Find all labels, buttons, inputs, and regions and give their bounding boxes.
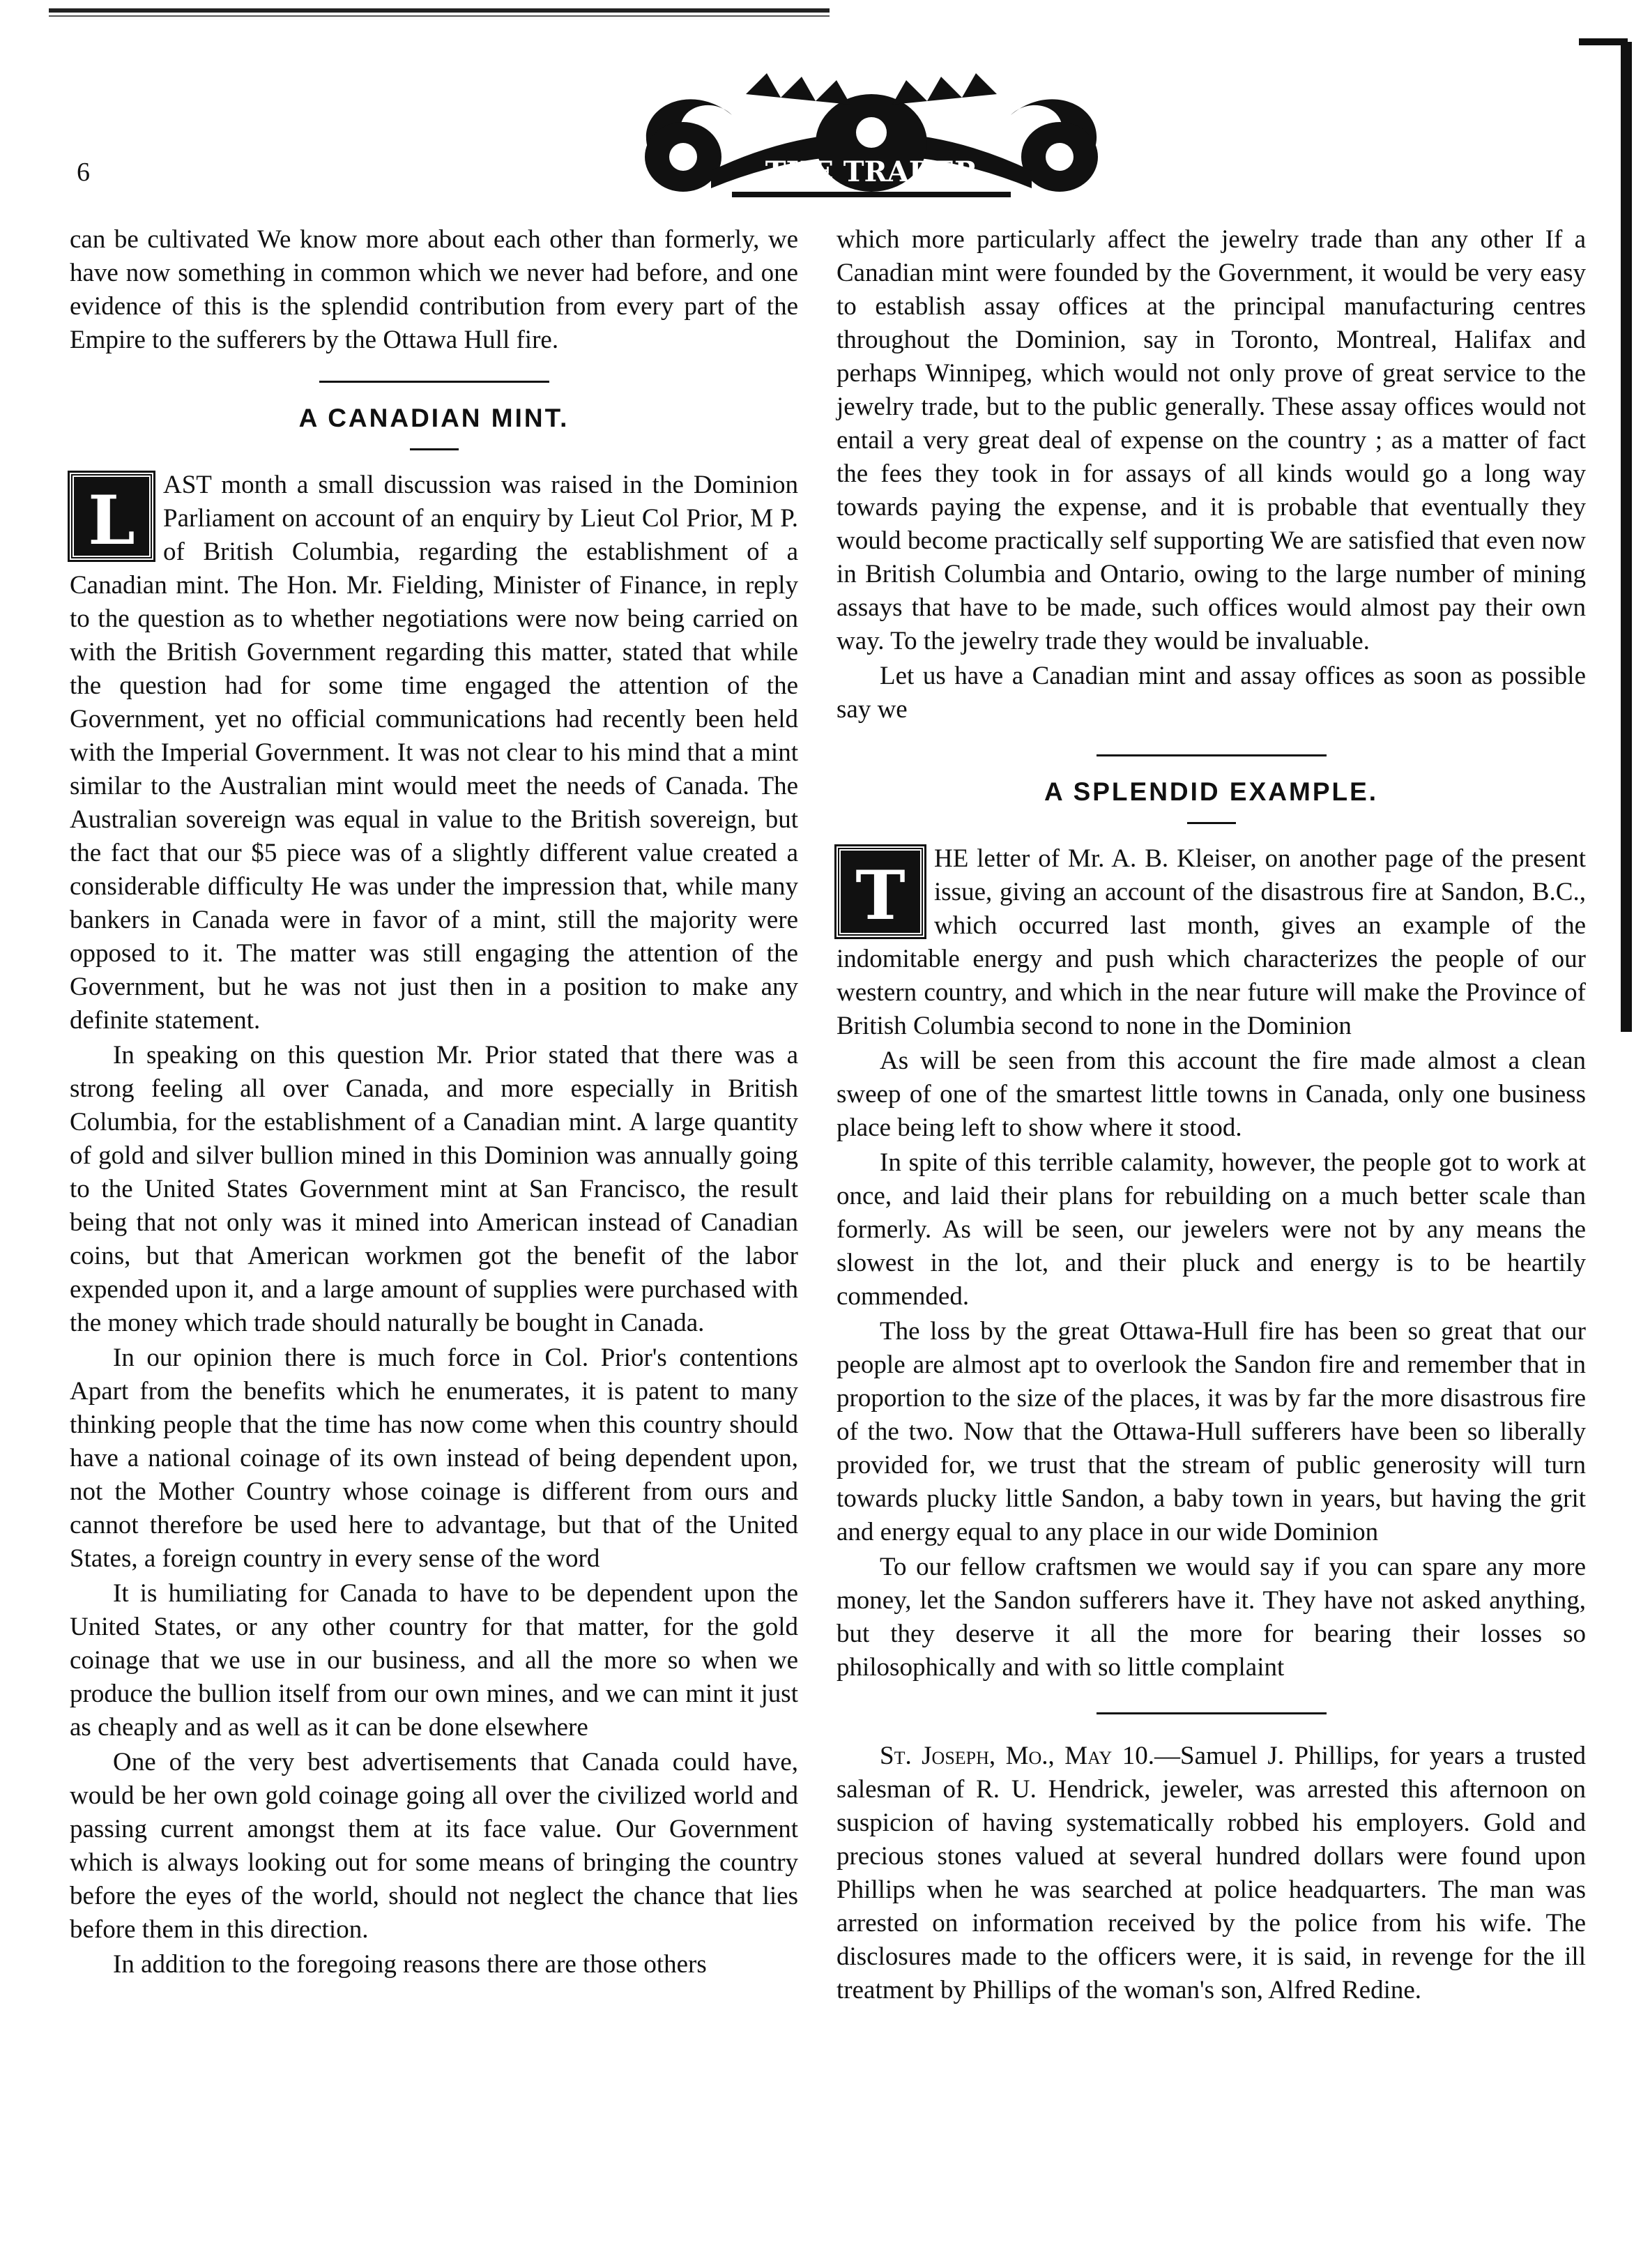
masthead-ornament	[606, 66, 1136, 206]
intro-paragraph: can be cultivated We know more about each other than formerly, we have now something in common which we never had before, and one evidence of this is the splendid contribution from every part of the Empire to the sufferers by the Ottawa Hull fire.	[70, 225, 798, 354]
top-border-rule-thin	[49, 15, 830, 17]
mint-closing: Let us have a Canadian mint and assay offices as soon as possible say we	[837, 662, 1586, 724]
mint-paragraph-1: AST month a small discussion was raised in the Dominion Parliament on account of an enquiry by Lieut Col Prior, M P. of British Columbia, regarding the establishment of a Canadian mint. The Hon. Mr. Fielding, Minister of Finance, in reply to the question as to whether negotiations were now being carried on with the British Government regarding this matter, stated that while the question had for some time engaged the attention of the Government, yet no official communications had recently been held with the Imperial Government. It was not clear to his mind that a mint similar to the Australian mint would meet the needs of Canada. The Australian sovereign was equal in value to the British sovereign, but the fact that our $5 piece was of a slightly different value created a considerable difficulty He was under the impression that, while many bankers in Canada were in favor of a mint, still the majority were opposed to it. The matter was still engaging the attention of the Government, but he was not just then in a position to make any definite statement.	[70, 471, 798, 1035]
example-paragraph-2: As will be seen from this account the fire made almost a clean sweep of one of the smartest little towns in Canada, only one business place being left to show where it stood.	[837, 1047, 1586, 1142]
mint-continuation: which more particularly affect the jewelry trade than any other If a Canadian mint were founded by the Government, it would be very easy to establish assay offices at the principal manufacturing centres throughout the Dominion, say in Toronto, Montreal, Halifax and perhaps Winnipeg, which would not only prove of great service to the jewelry trade, but to the public generally. These assay offices would not entail a very great deal of expense on the country ; as a matter of fact the fees they took in for assays of all kinds would go a long way towards paying the expense, and it is probable that eventually they would become practically self supporting We are satisfied that even now in British Columbia and Ontario, owing to the large number of mining assays that have to be made, such offices would almost pay their own way. To the jewelry trade they would be invaluable.	[837, 225, 1586, 655]
right-column	[837, 223, 1586, 2007]
section-title-canadian-mint: A CANADIAN MINT.	[298, 404, 570, 432]
mint-paragraph-4: It is humiliating for Canada to have to be dependent upon the United States, or any other country for that matter, for the gold coinage that we use in our business, and all the more so when we produce the bullion itself from our own mines, and we can mint it just as cheaply and as well as it can be done elsewhere	[70, 1579, 798, 1742]
top-border-rule	[49, 8, 830, 13]
page-number: 6	[77, 158, 90, 187]
section-title-splendid-example: A SPLENDID EXAMPLE.	[1044, 777, 1379, 806]
example-paragraph-5: To our fellow craftsmen we would say if you can spare any more money, let the Sandon sufferers have it. They have not asked anything, but they deserve it all the more for bearing their losses so philosophically and with so little complaint	[837, 1553, 1586, 1682]
masthead-title: THE TRADER	[765, 155, 978, 188]
left-column	[70, 223, 798, 1981]
example-paragraph-4: The loss by the great Ottawa-Hull fire has been so great that our people are almost apt to overlook the Sandon fire and remember that in proportion to the size of the places, it was by far the more disastrous fire of the two. Now that the Ottawa-Hull sufferers have been so liberally provided for, we trust that the stream of public generosity will turn towards plucky little Sandon, a baby town in years, but having the grit and energy equal to any place in our wide Dominion	[837, 1317, 1586, 1546]
dropcap-t: T	[837, 846, 924, 937]
news-dateline: St. Joseph, Mo., May 10.	[880, 1742, 1154, 1770]
mint-paragraph-2: In speaking on this question Mr. Prior stated that there was a strong feeling all over Canada, and more especially in British Columbia, for the establishment of a Canadian mint. A large quantity of gold and silver bullion mined in this Dominion was annually going to the United States Government mint at San Francisco, the result being that not only was it mined into American instead of Canadian coins, but that American workmen got the benefit of the labor expended upon it, and a large amount of supplies were purchased with the money which trade should naturally be bought in Canada.	[70, 1041, 798, 1337]
example-paragraph-1: HE letter of Mr. A. B. Kleiser, on another page of the present issue, giving an account of the disastrous fire at Sandon, B.C., which occurred last month, gives an example of the indomitable energy and push which characterizes the people of our western country, and which in the near future will make the Province of British Columbia second to none in the Dominion	[837, 844, 1586, 1040]
mint-paragraph-3: In our opinion there is much force in Col. Prior's contentions Apart from the benefits which he enumerates, it is patent to many thinking people that the time has now come when this country should have a national coinage of its own instead of being dependent upon, not the Mother Country whose coinage is different from ours and cannot therefore be used here to advantage, but that of the United States, a foreign country in every sense of the word	[70, 1344, 798, 1573]
dropcap-l: L	[70, 473, 153, 560]
mint-paragraph-5: One of the very best advertisements that Canada could have, would be her own gold coinage going all over the civilized world and passing current amongst them at its face value. Our Government which is always looking out for some means of bringing the country before the eyes of the world, should not neglect the chance that lies before them in this direction.	[70, 1748, 798, 1944]
news-text: —Samuel J. Phillips, for years a trusted salesman of R. U. Hendrick, jeweler, was arrested this afternoon on suspicion of having systematically robbed his employers. Gold and precious stones valued at several hundred dollars were found upon Phillips when he was searched at police headquarters. The man was arrested on information received by the police from his wife. The disclosures made to the officers were, it is said, in revenge for the ill treatment by Phillips of the woman's son, Alfred Redine.	[837, 1742, 1586, 2004]
right-edge-bar	[1621, 42, 1632, 1032]
example-paragraph-3: In spite of this terrible calamity, however, the people got to work at once, and laid their plans for rebuilding on a much better scale than formerly. As will be seen, our jewelers were not by any means the slowest in the lot, and their pluck and energy is to be heartily commended.	[837, 1148, 1586, 1311]
mint-paragraph-6: In addition to the foregoing reasons there are those others	[113, 1950, 707, 1979]
news-item	[837, 1740, 1586, 2007]
